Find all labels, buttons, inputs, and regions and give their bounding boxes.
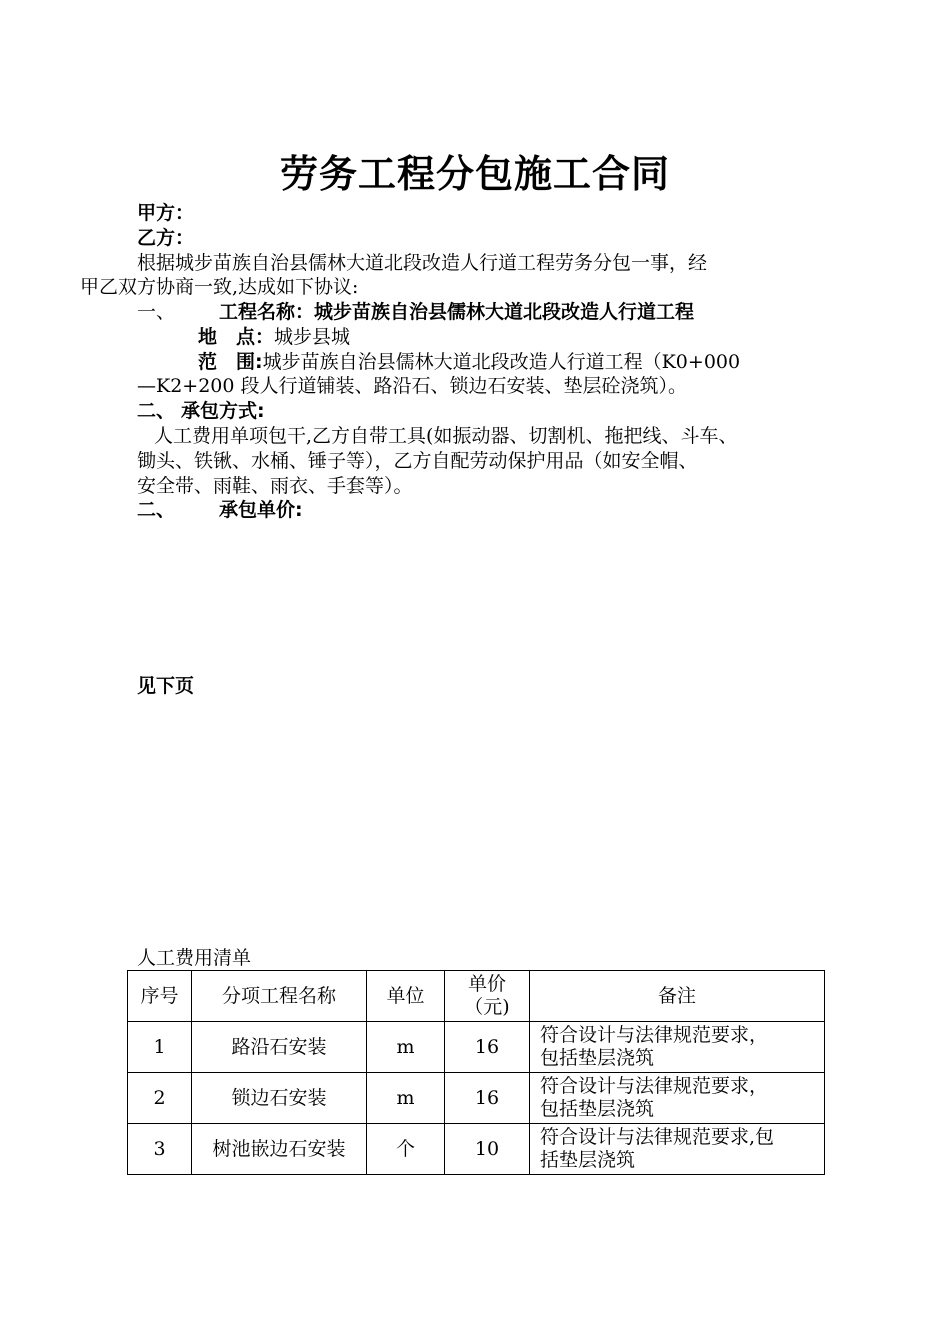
intro-line-2: 甲乙双方协商一致,达成如下协议: bbox=[80, 276, 359, 298]
cell-note bbox=[530, 1022, 825, 1073]
section-3-number: 二、 bbox=[137, 499, 176, 521]
section-1-number: 一、 bbox=[137, 301, 176, 323]
header-unit: 单位 bbox=[367, 971, 445, 1022]
cell-unit: m bbox=[367, 1073, 445, 1124]
cell-no: 2 bbox=[128, 1073, 192, 1124]
labor-cost-table bbox=[127, 970, 825, 1175]
location-label: 地 点： bbox=[198, 326, 275, 348]
scope-line-2: —K2+200 段人行道铺装、路沿石、锁边石安装、垫层砼浇筑）。 bbox=[137, 375, 688, 397]
page-title: 劳务工程分包施工合同 bbox=[279, 152, 670, 196]
table-row bbox=[128, 1022, 825, 1073]
contract-method-line-3: 安全带、雨鞋、雨衣、手套等）。 bbox=[137, 475, 413, 497]
section-1-heading bbox=[137, 300, 694, 324]
project-name: 城步苗族自治县儒林大道北段改造人行道工程 bbox=[314, 301, 695, 323]
header-unit-price-line-1: 单价 bbox=[467, 973, 506, 995]
scope-value: 城步苗族自治县儒林大道北段改造人行道工程（K0+000 bbox=[262, 351, 741, 373]
cell-note-line-1: 符合设计与法律规范要求， bbox=[540, 1075, 769, 1097]
section-2-label: 承包方式: bbox=[181, 400, 265, 422]
cell-price: 16 bbox=[445, 1022, 530, 1073]
contract-method-line-1: 人工费用单项包干,乙方自带工具(如振动器、切割机、拖把线、斗车、 bbox=[154, 425, 738, 447]
table-caption: 人工费用清单 bbox=[137, 947, 252, 969]
cell-item-name: 路沿石安装 bbox=[192, 1022, 367, 1073]
cell-note-line-2: 括垫层浇筑 bbox=[540, 1149, 636, 1171]
cell-note bbox=[530, 1073, 825, 1124]
scope-line-1 bbox=[198, 350, 740, 374]
table-row bbox=[128, 1073, 825, 1124]
header-item-name: 分项工程名称 bbox=[192, 971, 367, 1022]
cell-note-line-1: 符合设计与法律规范要求,包 bbox=[540, 1126, 775, 1148]
header-unit-price-line-2: （元) bbox=[464, 996, 510, 1018]
section-3-label: 承包单价: bbox=[219, 499, 303, 521]
cell-price: 16 bbox=[445, 1073, 530, 1124]
cell-unit: m bbox=[367, 1022, 445, 1073]
section-1-label: 工程名称： bbox=[219, 301, 315, 323]
cell-item-name: 锁边石安装 bbox=[192, 1073, 367, 1124]
cell-price: 10 bbox=[445, 1124, 530, 1175]
scope-label: 范 围: bbox=[198, 351, 263, 373]
contract-method-line-2: 锄头、铁锹、水桶、锤子等），乙方自配劳动保护用品（如安全帽、 bbox=[137, 450, 698, 472]
section-2-heading bbox=[137, 399, 265, 423]
party-a-label: 甲方： bbox=[137, 202, 195, 224]
header-unit-price bbox=[445, 971, 530, 1022]
cell-note-line-1: 符合设计与法律规范要求， bbox=[540, 1024, 769, 1046]
header-note: 备注 bbox=[530, 971, 825, 1022]
intro-line-1: 根据城步苗族自治县儒林大道北段改造人行道工程劳务分包一事，经 bbox=[137, 252, 708, 274]
section-2-number: 二、 bbox=[137, 400, 176, 422]
cell-no: 1 bbox=[128, 1022, 192, 1073]
cell-unit: 个 bbox=[367, 1124, 445, 1175]
see-next-page: 见下页 bbox=[137, 675, 195, 697]
section-3-heading bbox=[137, 498, 303, 522]
cell-note-line-2: 包括垫层浇筑 bbox=[540, 1047, 655, 1069]
party-b-label: 乙方： bbox=[137, 227, 195, 249]
table-header-row bbox=[128, 971, 825, 1022]
location-line bbox=[198, 325, 350, 349]
cell-note bbox=[530, 1124, 825, 1175]
header-no: 序号 bbox=[128, 971, 192, 1022]
cell-note-line-2: 包括垫层浇筑 bbox=[540, 1098, 655, 1120]
location-value: 城步县城 bbox=[274, 326, 351, 348]
table-row bbox=[128, 1124, 825, 1175]
cell-no: 3 bbox=[128, 1124, 192, 1175]
cell-item-name: 树池嵌边石安装 bbox=[192, 1124, 367, 1175]
